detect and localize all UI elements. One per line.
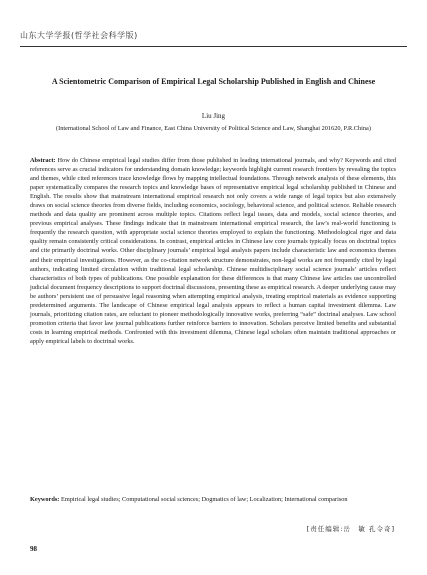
keywords (30, 495, 396, 504)
journal-header: 山东大学学报(哲学社会科学版) (20, 31, 138, 40)
editor-note: [责任编辑:岳 敏 孔令奇] (306, 525, 395, 533)
keywords-label: Keywords: (30, 496, 60, 503)
abstract-text: How do Chinese empirical legal studies differ from those published in leading international journals, and why? Keywords and cited references serve as crucial indicators for understanding domain knowledge; keywords highlight current research frontiers by revealing the topics and themes, while cited references trace knowledge flows by mapping intellectual foundations. Through network analysis of these elements, this paper systematically compares the research topics and knowledge bases of representative empirical legal scholarship published in Chinese and English. The results show that mainstream international empirical research not only covers a wide range of legal topics but also extensively draws on social science theories from diverse fields, including economics, sociology, behavioral science, and political science. Reliable research methods and data quality are prominent across multiple topics. Citations reflect legal issues, data and models, social science theories, and previous empirical analyses. These findings indicate that in mainstream international empirical research, the law’s real-world functioning is frequently the research question, with appropriate social science theories employed to explain the functioning. Methodological rigor and data quality remain consistently critical considerations. In contrast, empirical articles in Chinese law core journals typically focus on doctrinal topics and cite primarily doctrinal works. Other disciplinary journals’ empirical legal analysis papers include characteristic law and economics themes and their empirical investigations. However, as the co-citation network structure demonstrates, non-legal works are not frequently cited by legal authors, indicating limited circulation within traditional legal scholarship. Chinese multidisciplinary social science journals’ articles reflect characteristics of both types of publications. One possible explanation for these differences is that many Chinese law articles use uncontrolled judicial document frequency descriptions to support doctrinal discussions, presenting these as empirical research. A deeper underlying cause may be authors’ persistent use of persuasive legal reasoning when attempting empirical analysis, treating empirical materials as evidence supporting predetermined arguments. The landscape of Chinese empirical legal analysis appears to reflect a human capital investment dilemma. Law journals, prioritizing citation rates, are reluctant to pioneer methodologically innovative works, preferring “safe” doctrinal analyses. Law school promotion criteria that favor law journal publications further reinforce barriers to innovation. Scholars perceive limited benefits and substantial costs in learning empirical methods. Confronted with this investment dilemma, Chinese legal scholars often maintain traditional approaches or apply empirical labels to doctrinal works. (30, 157, 396, 345)
abstract-label: Abstract: (30, 157, 56, 164)
abstract (30, 156, 396, 346)
page-number: 98 (30, 545, 37, 553)
author-affiliation: (International School of Law and Finance, East China University of Political Science and Law, Shanghai 201620, P.R.China) (56, 125, 371, 132)
keywords-text: Empirical legal studies; Computational social sciences; Dogmatics of law; Localization; International comparison (60, 496, 348, 503)
author-name: Liu Jing (201, 112, 226, 120)
article-title: A Scientometric Comparison of Empirical Legal Scholarship Published in English and Chinese (51, 77, 376, 86)
header-divider (20, 46, 407, 47)
